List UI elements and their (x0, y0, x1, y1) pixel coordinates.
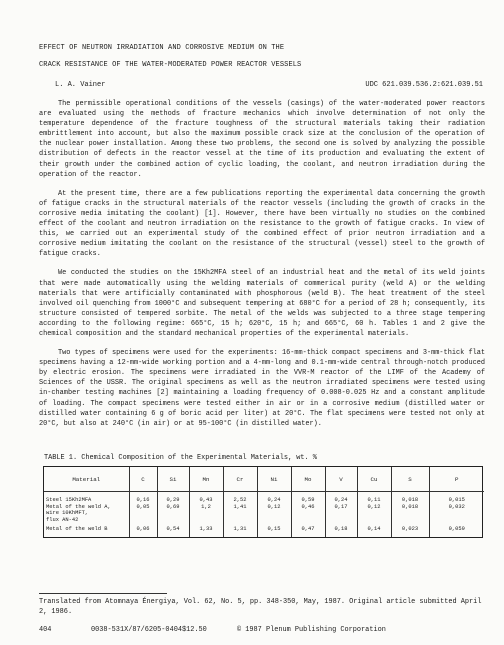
journal-code: 0038-531X/87/6205-0404$12.50 (91, 626, 207, 634)
article-title-line-1: EFFECT OF NEUTRON IRRADIATION AND CORROSIVE MEDIUM ON THE (39, 44, 285, 52)
table-cell-cu: 0,11 0,12 (357, 492, 391, 524)
table-cell-si: 0,54 (157, 523, 189, 537)
table-header-cr: Cr (223, 467, 257, 492)
composition-table (43, 466, 483, 538)
copyright: © 1987 Plenum Publishing Corporation (237, 626, 386, 634)
author-line (55, 80, 483, 90)
table-cell-cr: 1,31 (223, 523, 257, 537)
translation-footnote: Translated from Atomnaya Énergiya, Vol. 62, No. 5, pp. 348-350, May, 1987. Original article submitted April 2, 1986. (39, 598, 482, 616)
table-cell-ni: 0,15 (257, 523, 291, 537)
udc-code: UDC 621.039.536.2:621.039.51 (365, 81, 483, 89)
table-header-mo: Mo (291, 467, 325, 492)
table-header-material: Material (44, 467, 129, 492)
table-header-si: Si (157, 467, 189, 492)
table-cell-mn: 1,33 (189, 523, 223, 537)
table-row (44, 492, 484, 524)
table-cell-v: 0,24 0,17 (325, 492, 357, 524)
table-cell-p: 0,015 0,032 (448, 497, 465, 510)
table-cell-mo: 0,59 0,46 (291, 492, 325, 524)
table-cell-si: 0,29 0,69 (157, 492, 189, 524)
table-header-mn: Mn (189, 467, 223, 492)
table-cell-s: 0,018 0,018 (391, 492, 429, 524)
table-body (44, 492, 484, 538)
table-header-row (44, 467, 484, 492)
table-cell-mn: 0,43 1,2 (189, 492, 223, 524)
table-cell-mo: 0,47 (291, 523, 325, 537)
paragraph-3: We conducted the studies on the 15Kh2MFA steel of an industrial heat and the metal of its weld joints that were made automatically using the welding materials of commerical purity (weld A) or the welding materials that were artificially contaminated with phosphorous (weld B). The heat treatment of the steel involved oil quenching from 1000°C and subsequent tempering at 680°C for a period of 28 h; consequently, its structure consisted of tempered sorbite. The metal of the welds was subjected to a three stage tempering according to the following regime: 665°C, 15 h; 620°C, 15 h; and 665°C, 60 h. Tables 1 and 2 give the chemical composition and the standard mechanical properties of the experimental materials. (39, 269, 485, 338)
table-cell-cu: 0,14 (357, 523, 391, 537)
body-text (39, 99, 485, 434)
table-header-c: C (129, 467, 157, 492)
table-header-ni: Ni (257, 467, 291, 492)
table-header-s: S (391, 467, 429, 492)
table-header-v: V (325, 467, 357, 492)
table-header-cu: Cu (357, 467, 391, 492)
article-title-line-2: CRACK RESISTANCE OF THE WATER-MODERATED POWER REACTOR VESSELS (39, 61, 302, 69)
table-cell-s: 0,023 (391, 523, 429, 537)
table-row (44, 523, 484, 537)
paragraph-4: Two types of specimens were used for the experiments: 16-mm-thick compact specimens and 3-mm-thick flat specimens having a 12-mm-wide working portion and a 4-mm-long and 0.1-mm-wide central through-notch produced by electric erosion. The specimens were irradiated in the VVR-M reactor of the LIMF of the Academy of Sciences of the USSR. The original specimens as well as the neutron irradiated specimens were tested using in-chamber testing machines [2] maintaining a loading frequency of 0.008-0.025 Hz and a constant amplitude of loading. The compact specimens were tested either in air or in a corrosive medium (distilled water or distilled water containing 6 g of boric acid per liter) at 20°C. The flat specimens were tested not only at 20°C, but also at 240°C (in air) or at 95-100°C (in distilled water). (39, 349, 485, 428)
page-footer (39, 625, 487, 635)
paragraph-2: At the present time, there are a few publications reporting the experimental data concerning the growth of fatigue cracks in the structural materials of the reactor vessels (including the growth of cracks in the corrosive media imitating the coolant) [1]. However, there have been virtually no studies on the combined effect of the coolant and neutron irradiation on the resistance to the growth of fatigue cracks. In view of this, we carried out an experimental study of the combined effect of prior neutron irradiation and a corrosive medium imitating the coolant on the resistance of the structural (vessel) steel to the growth of fatigue cracks. (39, 189, 485, 259)
table-cell-c: 0,16 0,05 (129, 492, 157, 524)
page-number: 404 (39, 626, 52, 634)
table-caption: TABLE 1. Chemical Composition of the Experimental Materials, wt. % (44, 454, 317, 462)
table-cell-v: 0,18 (325, 523, 357, 537)
footnote-rule (39, 593, 167, 594)
table-header-p: P (429, 467, 484, 492)
table-cell-material: Metal of the weld B (44, 523, 129, 537)
paragraph-1: The permissible operational conditions of the vessels (casings) of the water-moderated power reactors are evaluated using the methods of fracture mechanics which involve determination of not only the temperature dependence of the fracture toughness of the structural materials taking their radiation embrittlement into account, but also the maximum possible crack size at the conclusion of the operation of the nuclear power installation. Among these two problems, the second one is solved by analyzing the possible distribution of defects in the reactor vessel at the time of its production and evaluating the extent of their growth under the combined action of cyclic loading, the coolant, and neutron irradiation during the operation of the reactor. (39, 100, 485, 179)
table-cell-p: 0,059 (448, 526, 465, 532)
table-cell-material: Steel 15Kh2MFA Metal of the weld A, wire 10KhMFT, flux AN-42 (44, 492, 129, 524)
table-cell-cr: 2,52 1,41 (223, 492, 257, 524)
author: L. A. Vainer (55, 81, 106, 89)
table-cell-c: 0,06 (129, 523, 157, 537)
table-cell-ni: 0,24 0,12 (257, 492, 291, 524)
